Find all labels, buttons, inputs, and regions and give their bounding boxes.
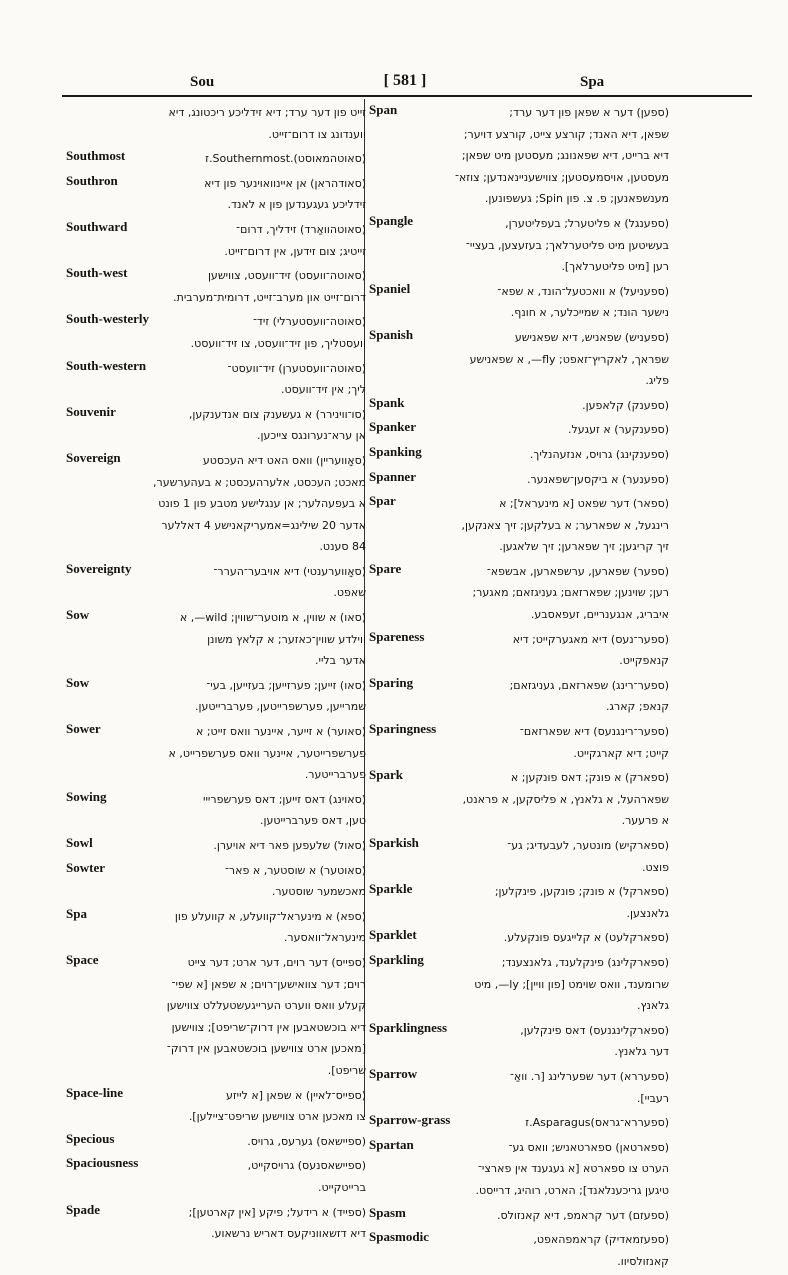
entry-headword: Southmost [66,148,126,164]
entry-definition-line: (ספייד) א רידעל; פיקע [אין קארטען]; [188,1205,366,1219]
entry-definition-line: ברייטקייט. [318,1180,366,1194]
entry-headword: Sparkle [369,881,413,897]
entry-headword: Southward [66,218,128,234]
entry-definition-line: (ספער־נעס) דיא מאגערקייט; דיא [512,632,669,646]
entry-definition-line: (ספענקער) א זעגעל. [568,423,669,437]
entry-definition-line: א בעפעהלער; אן ענגלישע מטבע פון 1 פונט [158,497,366,511]
dictionary-entry [66,721,366,786]
entry-definition-line: וועסטליך, פון זיד־וועסט, צו זיד־וועסט. [190,336,366,350]
entry-definition-line: (ספעניעל) א וואכטעל־הונד, א שפא־ [497,284,669,298]
entry-headword: South-west [66,265,128,281]
entry-definition-line: (ספער) שפארען, ערשפארען, אבשפא־ [486,564,669,578]
dictionary-entry [369,629,669,672]
entry-headword: South-westerly [66,311,150,327]
entry-definition-line: שפראך, לאקריץ־זאפט; fly—, א שפאנישע [469,352,669,366]
entry-definition-line: אדער בליי. [315,654,366,668]
entry-definition-line: גלאנצען. [626,906,669,920]
entry-definition-line: (ספארקלעט) א קלייגעס פונקעלע. [503,931,669,945]
entry-definition-line: (ספענער) א ביקסען־שפאנער. [527,472,669,486]
entry-definition-line: (ספארקלינגנעס) דאס פינקלען, [520,1023,669,1037]
dictionary-entry [369,1020,669,1063]
entry-definition-line: (ספארטאן) ספארטאניש; וואס גע־ [508,1140,669,1154]
entry-definition-line: רעביי]. [636,1091,669,1105]
entry-definition-line: (ספייס) דער רוים, דער ארט; דער צייט [187,955,366,969]
entry-definition-line: (ספענקינג) גרויס, אנזעהנליך. [529,447,669,461]
dictionary-entry [369,721,669,764]
entry-definition-line: (סאוטהמאוסט).Southernmost.ז [205,152,366,166]
entry-definition-line: זידליכע געגענדען פון א לאנד. [227,198,366,212]
entry-definition-line: רען [מיט פליטערלאך]. [561,260,669,274]
page-number: [ 581 ] [383,72,427,89]
dictionary-entry [66,561,366,604]
entry-definition-line: מאכט; העכסט, אלערהעכסט; א בעהערשער, [153,475,366,489]
dictionary-entry [66,789,366,832]
entry-headword: Spar [369,493,396,509]
entry-definition-line: ליך; אין זיד־וועסט. [280,383,366,397]
dictionary-entry [369,102,669,210]
entry-headword: Spaniel [369,280,411,296]
entry-definition-line: (סאוטה־וועסטערלי) זיד־ [252,315,366,329]
dictionary-entry [66,860,366,903]
entry-definition-line: פערשפרייטער, איינער וואס פערשפרייט, א [168,746,366,760]
dictionary-entry [369,1112,669,1134]
entry-definition-line: מענשפאנען; פ. צ. פון Spin; געשפונען. [484,192,669,206]
dictionary-entry [66,148,366,170]
dictionary-entry [369,493,669,558]
dictionary-entry [66,1131,366,1153]
entry-definition-line: קייט; דיא קארגקייט. [573,746,669,760]
dictionary-entry [369,835,669,878]
entry-headword: Sowl [66,835,93,850]
entry-definition-line: (סאודהראן) אן איינוואוינער פון דיא [204,176,366,190]
dictionary-entry [369,444,669,466]
entry-definition-line: (ספיישאס) גערעס, גרויס. [247,1134,366,1148]
entry-definition-line: קנאפ; קארג. [605,700,669,714]
entry-definition-line: שאפט. [333,586,366,600]
dictionary-entry [66,404,366,447]
entry-headword: Sparingness [369,721,437,737]
entry-definition-line: טיגען גריכענלאנד]; הארט, רוהיג, דרייסט. [475,1183,669,1197]
dictionary-entry [369,1205,669,1227]
entry-definition-line: טען, דאס פערברייטען. [260,814,366,828]
dictionary-entry [369,395,669,417]
entry-headword: Sparkling [369,951,424,967]
entry-definition-line: רען; שוינען; שפארזאם; געניגזאם; מאגער; [472,586,669,600]
entry-definition-line: אן ערא־נערונגס צייכען. [257,429,366,443]
dictionary-entry [369,675,669,718]
entry-headword: Southron [66,172,118,188]
entry-definition-line: זיך קריגען; זיך שפארען; זיך שלאגען. [499,540,669,554]
entry-headword: Spasm [369,1204,406,1220]
dictionary-entry [369,1137,669,1202]
entry-definition-line: 84 סענט. [319,540,366,554]
entry-definition-line: צו מאכען ארט צווישען שריפט־ציילען]. [188,1110,366,1124]
entry-definition-line: דרום־זייט און מערב־זייט, דרומית־מערבית. [173,290,366,304]
dictionary-entry [369,927,669,949]
entry-definition-line: מינעראל־וואסער. [283,931,366,945]
entry-definition-line: דיא ברייט, דיא שפאנונג; מעסטען מיט שפאן; [461,149,669,163]
entry-headword: Spare [369,560,402,576]
entry-definition-line: (סאו) זייען; פערזייען; בעזייען, בעי־ [206,678,366,692]
entry-definition-line: דיא דזשאווניקעס דאריש נרשאוע. [211,1227,366,1241]
entry-definition-line: קנאפקייט. [619,654,669,668]
entry-definition-line: (ספיישאסנעס) גרויסקייט, [247,1159,366,1173]
entry-definition-line: (ספאר) דער שפאט [א מינעראל]; א [499,497,669,511]
dictionary-entry [369,281,669,324]
dictionary-entry [369,561,669,626]
entry-definition-line: גלאנץ. [637,999,669,1013]
entry-headword: Space [66,951,99,967]
entry-definition-line: שפאן, דיא האנד; קורצע צייט, קורצע דויער; [463,127,669,141]
right-column [369,102,669,1275]
dictionary-entry [369,419,669,441]
entry-headword: Sow [66,674,90,690]
dictionary-entry [66,1155,366,1198]
entry-headword: Specious [66,1130,115,1146]
entry-definition-line: שריפט]. [327,1063,366,1077]
entry-definition-line: (ספייס־לאיין) א שפאן [א לייזע [225,1088,366,1102]
entry-definition-line: פוצט. [641,860,669,874]
entry-definition-line: שמרייען, פערשפרייטען, פערברייטען. [195,700,366,714]
entry-definition-line: רוים; דער צוואישען־רוים; א שפאן [א שפי־ [171,977,366,991]
header-left-guide: Sou [190,74,215,90]
entry-definition-line: א פרעער. [621,814,669,828]
entry-headword: Sow [66,607,90,623]
dictionary-entry [66,835,366,857]
entry-headword: Spartan [369,1136,414,1152]
entry-definition-line: (ספארקיש) מונטער, לעבעדיג; גע־ [507,839,669,852]
entry-definition-line: (ספענק) קלאפען. [582,398,669,412]
entry-headword: Space-line [66,1084,124,1100]
entry-definition-line: (סאָווערענטי) דיא אויבער־הערר־ [213,564,366,578]
entry-definition-line: (ספארק) א פונק; דאס פונקען; א [510,771,669,785]
entry-definition-line: (ספעררא־גראס)Asparagus.ז [525,1116,669,1130]
entry-headword: Span [369,102,398,117]
entry-definition-line: (ספען) דער א שפאן פון דער ערד; [509,106,669,119]
dictionary-entry [66,219,366,262]
entry-definition-line: מעסטען, אויסמעסטען; צווישעניינאנדען; צוזא־ [454,170,669,184]
entry-headword: Sparklet [369,927,417,943]
header-right-guide: Spa [580,74,605,90]
entry-definition-line: (סאָוועריין) וואס האט דיא העכסטע [202,453,366,467]
entry-headword: Sparkish [369,835,419,850]
entry-definition-line: רינגעל, א שפארער; א בעלקען; זיך צאנקען, [461,518,669,532]
entry-definition-line: זייטיג; צום זידען, אין דרום־זייט. [224,244,366,258]
entry-definition-line: מאכשמער שוסטער. [271,885,366,899]
dictionary-entry [66,1202,366,1245]
dictionary-entry [66,607,366,672]
entry-headword: Sparing [369,674,414,690]
entry-definition-line: דיא בוכשטאבען אין דרוק־שריפט]; צווישען [171,1020,366,1034]
dictionary-entry [66,358,366,401]
entry-headword: Souvenir [66,403,116,419]
entry-definition-line: ווענדונג צו דרום־זייט. [268,127,366,141]
entry-headword: Spanking [369,443,422,459]
entry-headword: Spasmodic [369,1229,429,1245]
entry-headword: Spa [66,905,87,921]
entry-headword: Sparklingness [369,1019,448,1035]
entry-definition-line: פליג. [645,374,669,388]
entry-definition-line: אדער 20 שילינג=אמעריקאנישע 4 דאללער [161,518,366,532]
entry-definition-line: קעלע וואס ווערט הערייגעשטעללט צווישען [166,999,366,1013]
entry-headword: South-western [66,357,147,373]
entry-definition-line: (ספעררא) דער שפערלינג [ר. וואַ־ [509,1069,669,1083]
entry-headword: Sparrow [369,1065,418,1081]
entry-headword: Sowing [66,788,107,804]
entry-definition-line: [מאכען ארט צווישען בוכשטאבען אין דרוק־ [166,1042,366,1056]
entry-definition-line: (סאוטה־וועסט) זיד־וועסט, צווישען [207,269,366,283]
entry-headword: Sower [66,721,101,737]
dictionary-entry [369,327,669,392]
entry-definition-line: פערברייטער. [304,768,366,782]
dictionary-entry [66,173,366,216]
entry-headword: Sovereign [66,449,121,465]
left-column [66,102,366,1248]
entry-headword: Sovereignty [66,560,132,576]
dictionary-entry [369,881,669,924]
dictionary-entry [66,311,366,354]
entry-definition-line: בעשיטען מיט פליטערלאך; בעזעצען, בעציי־ [465,238,669,252]
entry-headword: Sowter [66,859,105,875]
entry-definition-line: (סאול) שלעפען פאר דיא אויערן. [213,839,366,852]
entry-definition-line: איבריג, אנגענריים, זעפאסבע. [530,608,669,622]
entry-headword: Spareness [369,628,425,644]
entry-definition-line: ווילדע שווין־כאזער; א קלאץ משונן [207,632,366,646]
entry-definition-line: (סו־ווינירר) א געשענק צום אנדענקען, [188,407,366,421]
dictionary-entry [369,213,669,278]
dictionary-entry [66,906,366,949]
entry-definition-line: קאנזולסיוו. [617,1254,669,1268]
entry-definition-line: דער גלאנץ. [614,1045,669,1059]
dictionary-entry [66,675,366,718]
entry-definition-line: (ספענגל) א פליטערל; בעפליטערן, [505,216,669,230]
entry-headword: Spangle [369,212,414,228]
entry-definition-line: (ספא) א מינעראל־קוועלע, א קוועלע פון [174,909,366,923]
entry-definition-line: שפארהעל, א גלאנץ, א פליסקען, א פראנט, [462,792,669,806]
entry-headword: Sparrow-grass [369,1112,451,1128]
entry-definition-line: (ספעזם) דער קראמפ, דיא קאנזולס. [497,1208,669,1222]
dictionary-entry [369,1229,669,1272]
entry-definition-line: (סאוטה־וועסטערן) זיד־וועסט־ [227,361,366,375]
dictionary-entry [369,469,669,491]
entry-definition-line: (סאו) א שווין, א מוטער־שווין; wild—, א [179,611,366,625]
entry-definition-line: זייט פון דער ערד; דיא זידליכע ריכטונג, דיא [168,106,366,119]
entry-definition-line: (ספעניש) שפאניש, דיא שפאנישע [514,330,669,344]
entry-definition-line: (סאוער) א זייער, איינער וואס זייט; א [196,725,366,739]
dictionary-entry [66,450,366,558]
entry-definition-line: (סאוינג) דאס זייען; דאס פערשפרייי [203,792,366,806]
dictionary-entry [369,767,669,832]
entry-headword: Spanner [369,468,416,484]
entry-definition-line: (ספעזמאדיק) קראמפהאפט, [533,1233,669,1247]
entry-headword: Spanker [369,419,416,435]
entry-definition-line: שרומענד, וואס שוימט [פון וויין]; ly—, מיט [474,977,669,991]
entry-headword: Spank [369,394,405,410]
entry-definition-line: נישער הונד; א שמייכלער, א חונף. [510,306,669,320]
dictionary-entry [369,952,669,1017]
entry-definition-line: הערט צו ספארטא [א געגענד אין פארצי־ [477,1162,669,1176]
dictionary-entry [66,102,366,145]
entry-definition-line: (ספער־רינג) שפארזאם, געניגזאם; [509,678,669,692]
entry-headword: Spaciousness [66,1155,139,1171]
entry-definition-line: (ספארקלינג) פינקלענד, גלאנצענד; [501,955,669,969]
header-rule [62,95,752,97]
entry-definition-line: (סאוטהוואַרד) זידליך, דרום־ [236,222,366,236]
dictionary-entry [66,1085,366,1128]
dictionary-entry [369,1066,669,1109]
entry-definition-line: (ספער־רינגנעס) דיא שפארזאם־ [519,725,669,739]
entry-headword: Spanish [369,326,414,342]
entry-headword: Spade [66,1201,100,1217]
dictionary-entry [66,265,366,308]
entry-headword: Spark [369,767,403,783]
dictionary-entry [66,952,366,1082]
entry-definition-line: (ספארקל) א פונק; פונקען, פינקלען; [494,885,669,899]
page-header [60,70,750,96]
entry-definition-line: (סאוטער) א שוסטער, א פאר־ [224,863,366,877]
